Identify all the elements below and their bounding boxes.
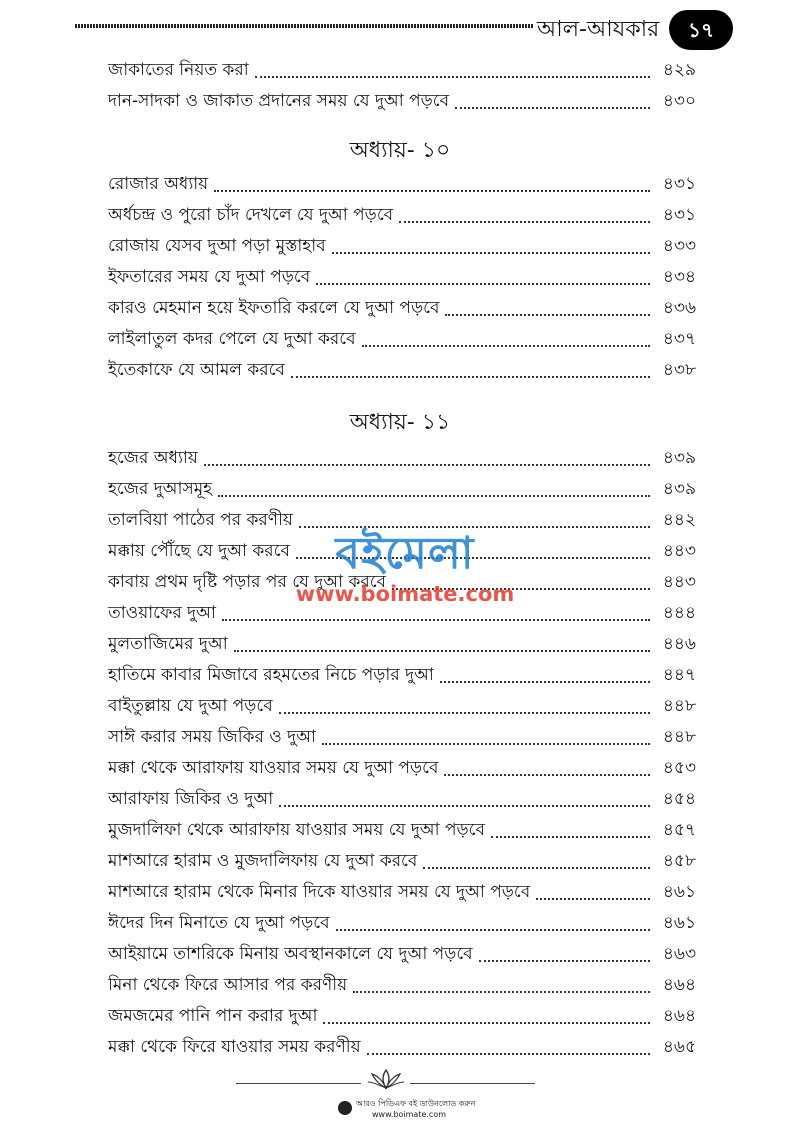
toc-entry-title: ইতেকাফে যে আমল করবে (108, 360, 285, 380)
footer-url: www.boimate.com (372, 1110, 447, 1119)
toc-entry (108, 442, 696, 473)
toc-entry-title: কারও মেহমান হয়ে ইফতারি করলে যে দুআ পড়বে (108, 298, 440, 318)
dot-leader (204, 464, 650, 466)
dot-leader (353, 991, 650, 993)
dot-leader (323, 1022, 650, 1024)
toc-entry (108, 752, 696, 783)
toc-entry-title: হজের দুআসমূহ (108, 479, 213, 499)
toc-entry-page: ৪৫৭ (662, 820, 696, 840)
toc-entry-page: ৪২৯ (662, 60, 696, 80)
lotus-ornament-icon (366, 1068, 406, 1090)
toc-entry-page: ৪৫৮ (662, 851, 696, 871)
toc-entry-page: ৪৩৬ (662, 298, 696, 318)
toc-entry (108, 261, 696, 292)
toc-entry-title: আইয়ামে তাশরিকে মিনায় অবস্থানকালে যে দুআ পড়বে (108, 944, 473, 964)
toc-entry-page: ৪৫৩ (662, 758, 696, 778)
header-decorative-rule (75, 24, 533, 28)
toc-entry-title: তাওয়াফের দুআ (108, 603, 216, 623)
dot-leader (214, 190, 650, 192)
toc-entry (108, 354, 696, 385)
toc-entry-page: ৪৬৪ (662, 975, 696, 995)
toc-entry-page: ৪৪৬ (662, 634, 696, 654)
dot-leader (423, 867, 650, 869)
page-header (75, 10, 755, 54)
toc-entry (108, 292, 696, 323)
toc-entry (108, 85, 696, 116)
dot-leader (322, 743, 650, 745)
toc-entry-title: মুলতাজিমের দুআ (108, 634, 228, 654)
toc-entry-page: ৪৪৩ (662, 572, 696, 592)
toc-entry-title: জাকাতের নিয়ত করা (108, 60, 249, 80)
toc-entry-title: ইফতারের সময় যে দুআ পড়বে (108, 267, 311, 287)
dot-leader (491, 836, 650, 838)
running-head-title: আল-আযকার (537, 17, 660, 42)
toc-entry-title: মাশআরে হারাম ও মুজদালিফায় যে দুআ করবে (108, 851, 418, 871)
toc-entry (108, 473, 696, 504)
toc-section-chapter-10 (108, 168, 696, 385)
dot-leader (444, 774, 650, 776)
dot-leader (222, 619, 650, 621)
toc-entry-title: ঈদের দিন মিনাতে যে দুআ পড়বে (108, 913, 330, 933)
chapter-heading-11: অধ্যায়- ১১ (349, 410, 451, 435)
toc-entry (108, 628, 696, 659)
toc-entry-title: সাঈ করার সময় জিকির ও দুআ (108, 727, 316, 747)
toc-entry-page: ৪৫৪ (662, 789, 696, 809)
toc-entry-page: ৪৪৮ (662, 727, 696, 747)
toc-entry-page: ৪৬৪ (662, 1006, 696, 1026)
toc-entry-title: মক্কায় পৌঁছে যে দুআ করবে (108, 541, 290, 561)
toc-entry-title: মাশআরে হারাম থেকে মিনার দিকে যাওয়ার সময় যে দুআ পড়বে (108, 882, 531, 902)
toc-entry-page: ৪৬৫ (662, 1037, 696, 1057)
toc-section-top (108, 54, 696, 116)
toc-entry-title: কাবায় প্রথম দৃষ্টি পড়ার পর যে দুআ করবে (108, 572, 387, 592)
toc-entry-title: হাতিমে কাবার মিজাবে রহমতের নিচে পড়ার দুআ (108, 665, 434, 685)
chapter-heading-10: অধ্যায়- ১০ (349, 138, 451, 163)
footer-rule-right (410, 1083, 535, 1084)
toc-entry-title: মক্কা থেকে আরাফায় যাওয়ার সময় যে দুআ পড়বে (108, 758, 439, 778)
toc-entry (108, 845, 696, 876)
toc-entry-page: ৪৪৭ (662, 665, 696, 685)
toc-entry-title: তালবিয়া পাঠের পর করণীয় (108, 510, 293, 530)
toc-entry (108, 783, 696, 814)
toc-entry (108, 54, 696, 85)
dot-leader (440, 681, 650, 683)
toc-entry-page: ৪৬১ (662, 882, 696, 902)
toc-entry-page: ৪৩৮ (662, 360, 696, 380)
toc-entry (108, 814, 696, 845)
dot-leader (536, 898, 650, 900)
watermark (290, 520, 520, 615)
toc-entry (108, 1031, 696, 1062)
toc-entry-page: ৪৬১ (662, 913, 696, 933)
page-number-badge: ১৭ (669, 10, 733, 50)
toc-entry (108, 168, 696, 199)
footer-rule-left (236, 1083, 361, 1084)
toc-entry (108, 938, 696, 969)
toc-entry-title: আরাফায় জিকির ও দুআ (108, 789, 274, 809)
toc-entry-title: রোজায় যেসব দুআ পড়া মুস্তাহাব (108, 236, 326, 256)
watermark-url: www.boimate.com (295, 582, 515, 606)
toc-entry-page: ৪৩৪ (662, 267, 696, 287)
toc-entry (108, 876, 696, 907)
dot-leader (399, 221, 650, 223)
dot-leader (255, 76, 650, 78)
toc-entry-page: ৪৩৭ (662, 329, 696, 349)
toc-entry-page: ৪৩৯ (662, 448, 696, 468)
dot-leader (218, 495, 650, 497)
toc-entry-title: মুজদালিফা থেকে আরাফায় যাওয়ার সময় যে দুআ পড়বে (108, 820, 485, 840)
toc-entry-page: ৪৩০ (662, 91, 696, 111)
dot-leader (279, 712, 650, 714)
toc-entry-page: ৪৪৪ (662, 603, 696, 623)
toc-entry-title: লাইলাতুল কদর পেলে যে দুআ করবে (108, 329, 356, 349)
toc-entry-title: মক্কা থেকে ফিরে যাওয়ার সময় করণীয় (108, 1037, 361, 1057)
toc-entry-page: ৪৪৩ (662, 541, 696, 561)
dot-leader (455, 107, 650, 109)
toc-entry (108, 721, 696, 752)
toc-entry-page: ৪৬৩ (662, 944, 696, 964)
toc-entry (108, 659, 696, 690)
footer-logo-icon (338, 1101, 352, 1115)
footer-download-note: আরও পিডিএফ বই ডাউনলোড করুন (356, 1099, 476, 1108)
dot-leader (291, 376, 650, 378)
watermark-logo: বইমেলা (335, 528, 475, 579)
dot-leader (332, 252, 650, 254)
toc-entry-title: জমজমের পানি পান করার দুআ (108, 1006, 318, 1026)
toc-entry-title: মিনা থেকে ফিরে আসার পর করণীয় (108, 975, 348, 995)
toc-entry-title: হজের অধ্যায় (108, 448, 198, 468)
dot-leader (362, 345, 650, 347)
toc-entry (108, 199, 696, 230)
dot-leader (279, 805, 650, 807)
dot-leader (367, 1053, 650, 1055)
dot-leader (316, 283, 650, 285)
toc-entry (108, 690, 696, 721)
toc-entry-title: রোজার অধ্যায় (108, 174, 209, 194)
dot-leader (445, 314, 650, 316)
toc-entry (108, 323, 696, 354)
toc-entry-page: ৪৩৯ (662, 479, 696, 499)
toc-entry (108, 969, 696, 1000)
toc-entry-page: ৪৩৩ (662, 236, 696, 256)
toc-entry-page: ৪৪২ (662, 510, 696, 530)
toc-entry-title: বাইতুল্লায় যে দুআ পড়বে (108, 696, 273, 716)
toc-entry-title: দান-সাদকা ও জাকাত প্রদানের সময় যে দুআ পড়বে (108, 91, 450, 111)
dot-leader (336, 929, 650, 931)
toc-entry-title: অর্ধচন্দ্র ও পুরো চাঁদ দেখলে যে দুআ পড়বে (108, 205, 394, 225)
toc-entry-page: ৪৩১ (662, 205, 696, 225)
toc-entry-page: ৪৪৮ (662, 696, 696, 716)
toc-entry (108, 907, 696, 938)
dot-leader (479, 960, 650, 962)
dot-leader (234, 650, 650, 652)
toc-entry (108, 1000, 696, 1031)
toc-entry (108, 230, 696, 261)
toc-entry-page: ৪৩১ (662, 174, 696, 194)
